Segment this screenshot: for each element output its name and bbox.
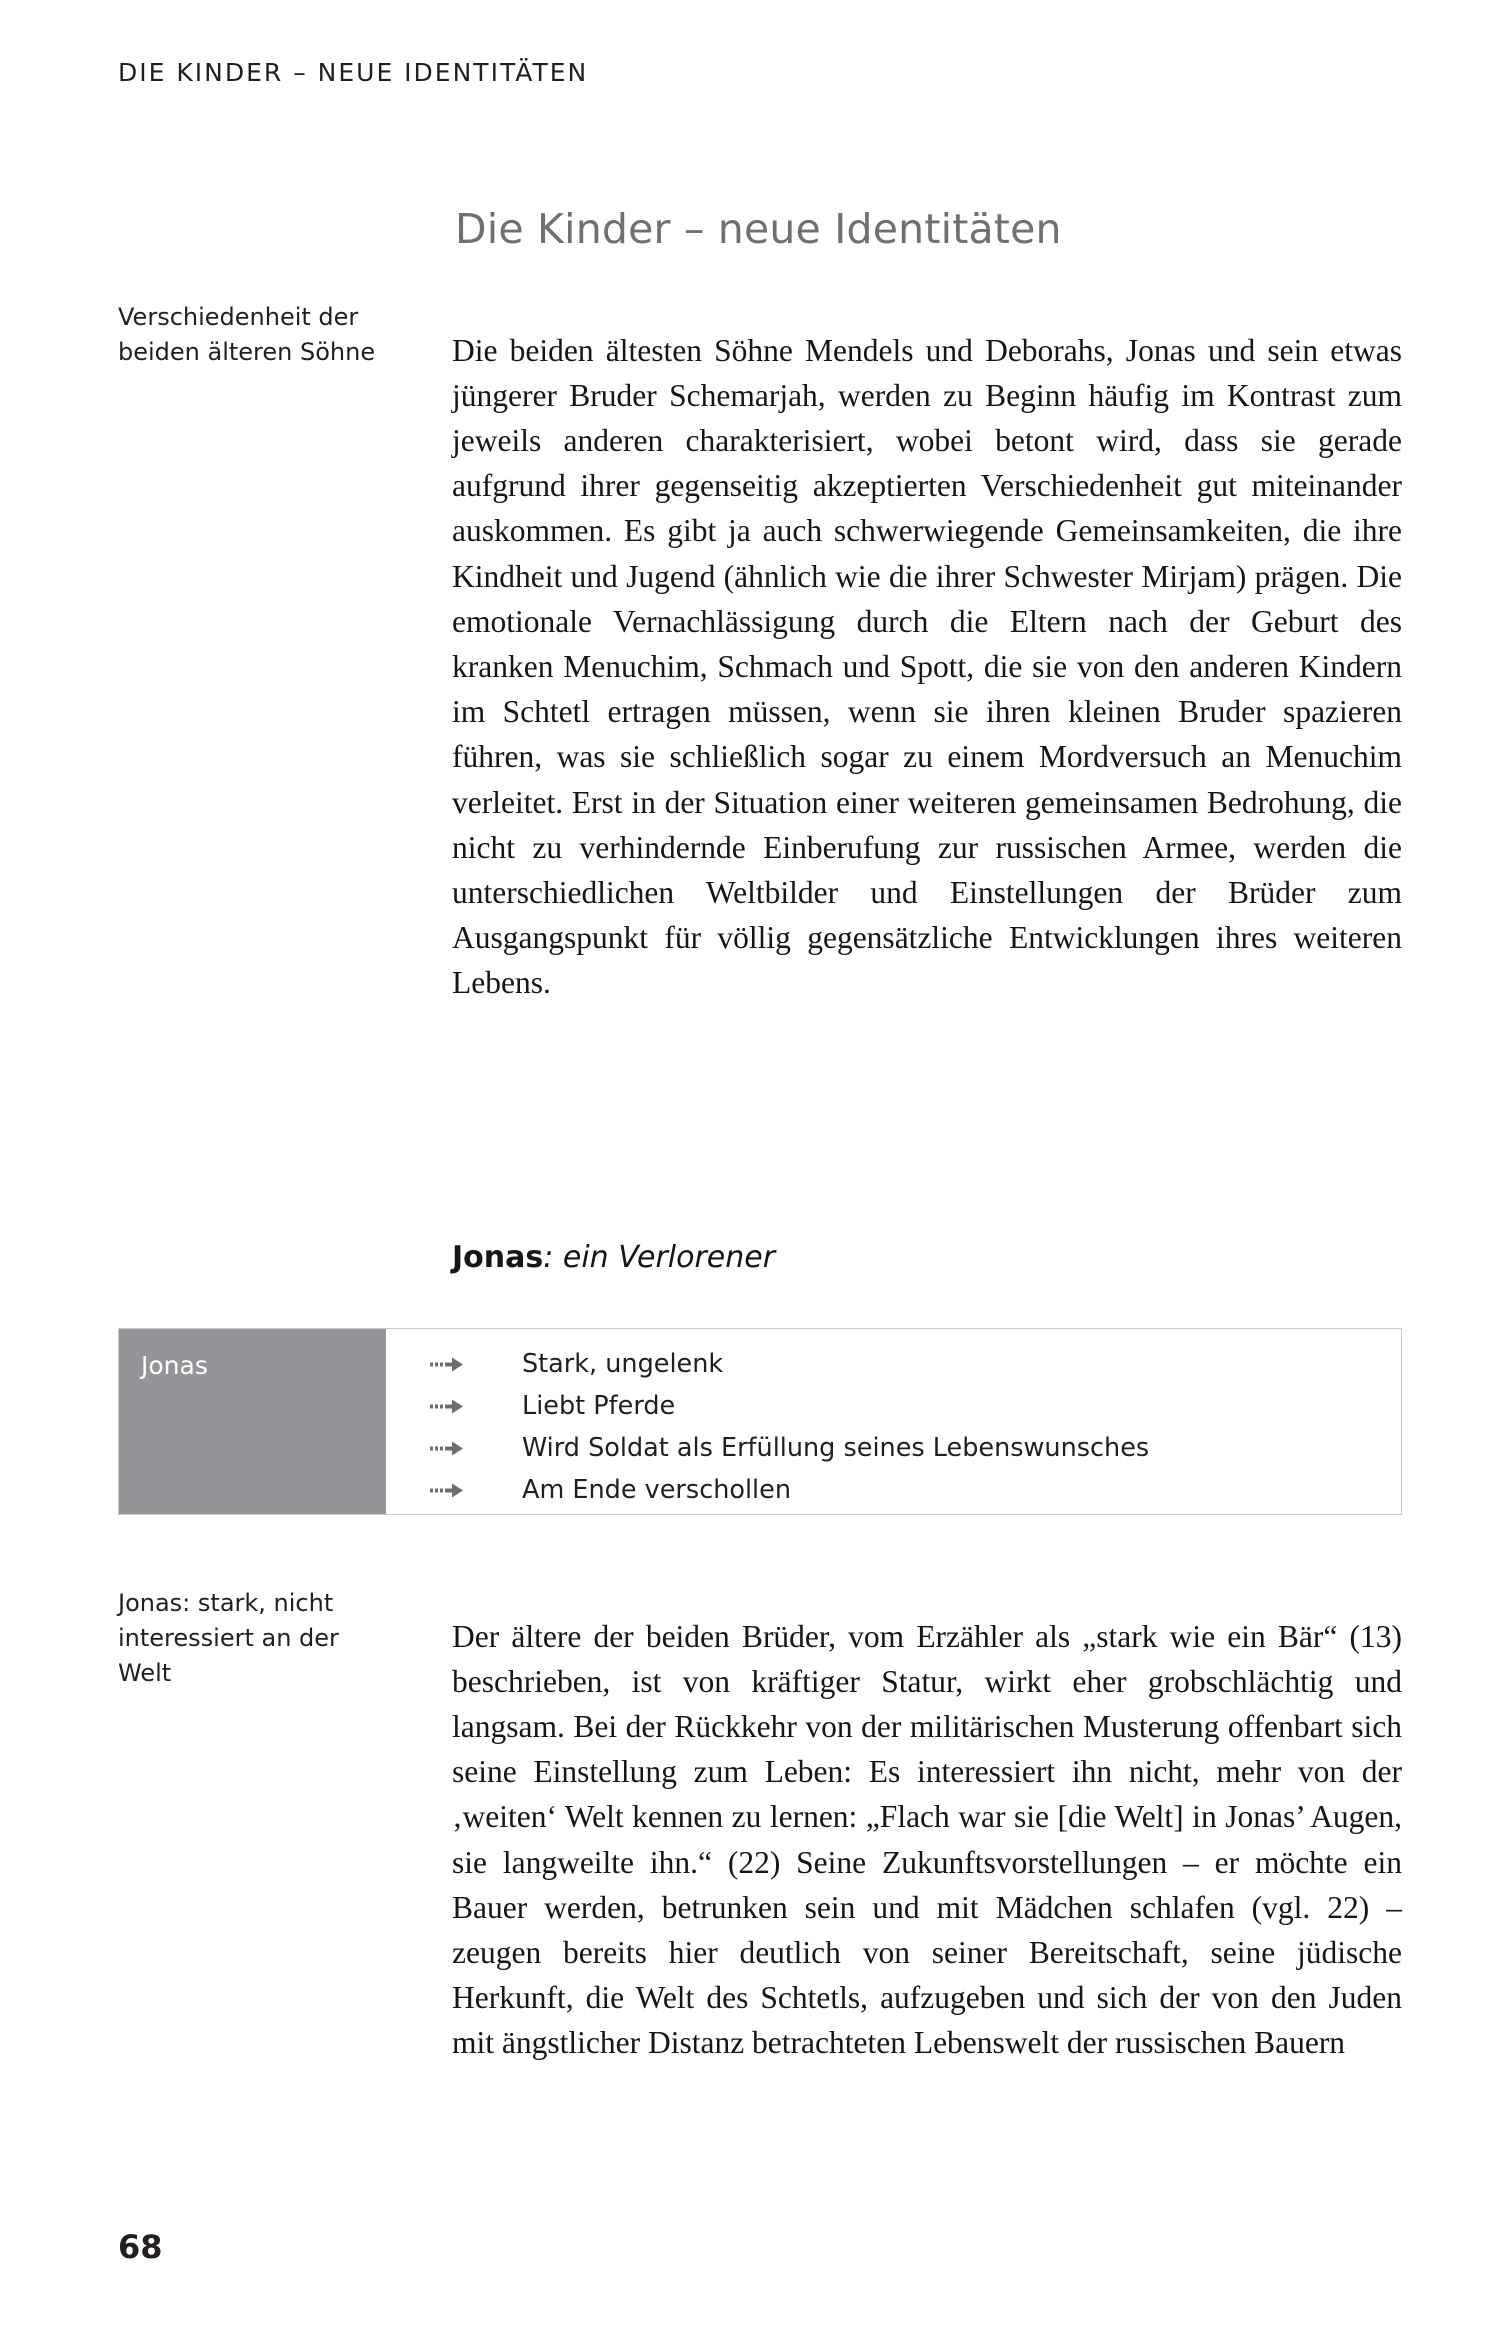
subheading-rest: : ein Verlorener: [543, 1240, 776, 1275]
list-item: [430, 1343, 1401, 1385]
list-item-label: Liebt Pferde: [522, 1391, 676, 1421]
margin-note-jonas: Jonas: stark, nicht interessiert an der Welt: [118, 1589, 339, 1687]
list-item: [430, 1469, 1401, 1511]
subheading-jonas: [452, 1240, 775, 1275]
info-box-list: [386, 1329, 1401, 1514]
body-paragraph-1: Die beiden ältesten Söhne Mendels und Deborahs, Jonas und sein etwas jüngerer Bruder Schemarjah, werden zu Beginn häufig im Kontrast zum jeweils anderen charakterisiert, wobei betont wird, dass sie gerade aufgrund ihrer gegenseitig akzeptierten Verschiedenheit gut miteinander auskommen. Es gibt ja auch schwerwiegende Gemeinsamkeiten, die ihre Kindheit und Jugend (ähnlich wie die ihrer Schwester Mirjam) prägen. Die emotionale Vernachlässigung durch die Eltern nach der Geburt des kranken Menuchim, Schmach und Spott, die sie von den anderen Kindern im Schtetl ertragen müssen, wenn sie ihren kleinen Bruder spazieren führen, was sie schließlich sogar zu einem Mordversuch an Menuchim verleitet. Erst in der Situation einer weiteren gemeinsamen Bedrohung, die nicht zu verhindernde Einberufung zur russischen Armee, werden die unterschiedlichen Weltbilder und Einstellungen der Brüder zum Ausgangspunkt für völlig gegensätzliche Entwicklungen ihres weiteren Lebens.: [452, 332, 1402, 1001]
info-box-label: Jonas: [119, 1329, 386, 1514]
arrow-right-icon: [430, 1343, 522, 1372]
body-paragraph-2: Der ältere der beiden Brüder, vom Erzähler als „stark wie ein Bär“ (13) beschrieben, ist von kräftiger Statur, wirkt eher grobschlächtig und langsam. Bei der Rückkehr von der militärischen Musterung offenbart sich seine Einstellung zum Leben: Es interessiert ihn nicht, mehr von der ‚weiten‘ Welt kennen zu lernen: „Flach war sie [die Welt] in Jonas’ Augen, sie langweilte ihn.“ (22) Seine Zukunftsvorstellungen – er möchte ein Bauer werden, betrunken sein und mit Mädchen schlafen (vgl. 22) – zeugen bereits hier deutlich von seiner Bereitschaft, seine jüdische Herkunft, die Welt des Schtetls, aufzugeben und sich der von den Juden mit ängstlicher Distanz betrachteten Lebenswelt der russischen Bauern: [452, 1618, 1402, 2061]
running-header: DIE KINDER – NEUE IDENTITÄTEN: [118, 58, 589, 87]
page-title: Die Kinder – neue Identitäten: [455, 205, 1062, 254]
subheading-name: Jonas: [452, 1240, 544, 1275]
list-item: [430, 1427, 1401, 1469]
list-item-label: Stark, ungelenk: [522, 1349, 724, 1379]
info-box-jonas: [118, 1328, 1402, 1515]
arrow-right-icon: [430, 1385, 522, 1414]
arrow-right-icon: [430, 1469, 522, 1498]
list-item-label: Am Ende verschollen: [522, 1475, 791, 1505]
list-item-label: Wird Soldat als Erfüllung seines Lebenswunsches: [522, 1433, 1150, 1463]
margin-note-verschiedenheit: Verschiedenheit der beiden älteren Söhne: [118, 303, 376, 366]
arrow-right-icon: [430, 1427, 522, 1456]
page-number: 68: [118, 2228, 163, 2266]
list-item: [430, 1385, 1401, 1427]
